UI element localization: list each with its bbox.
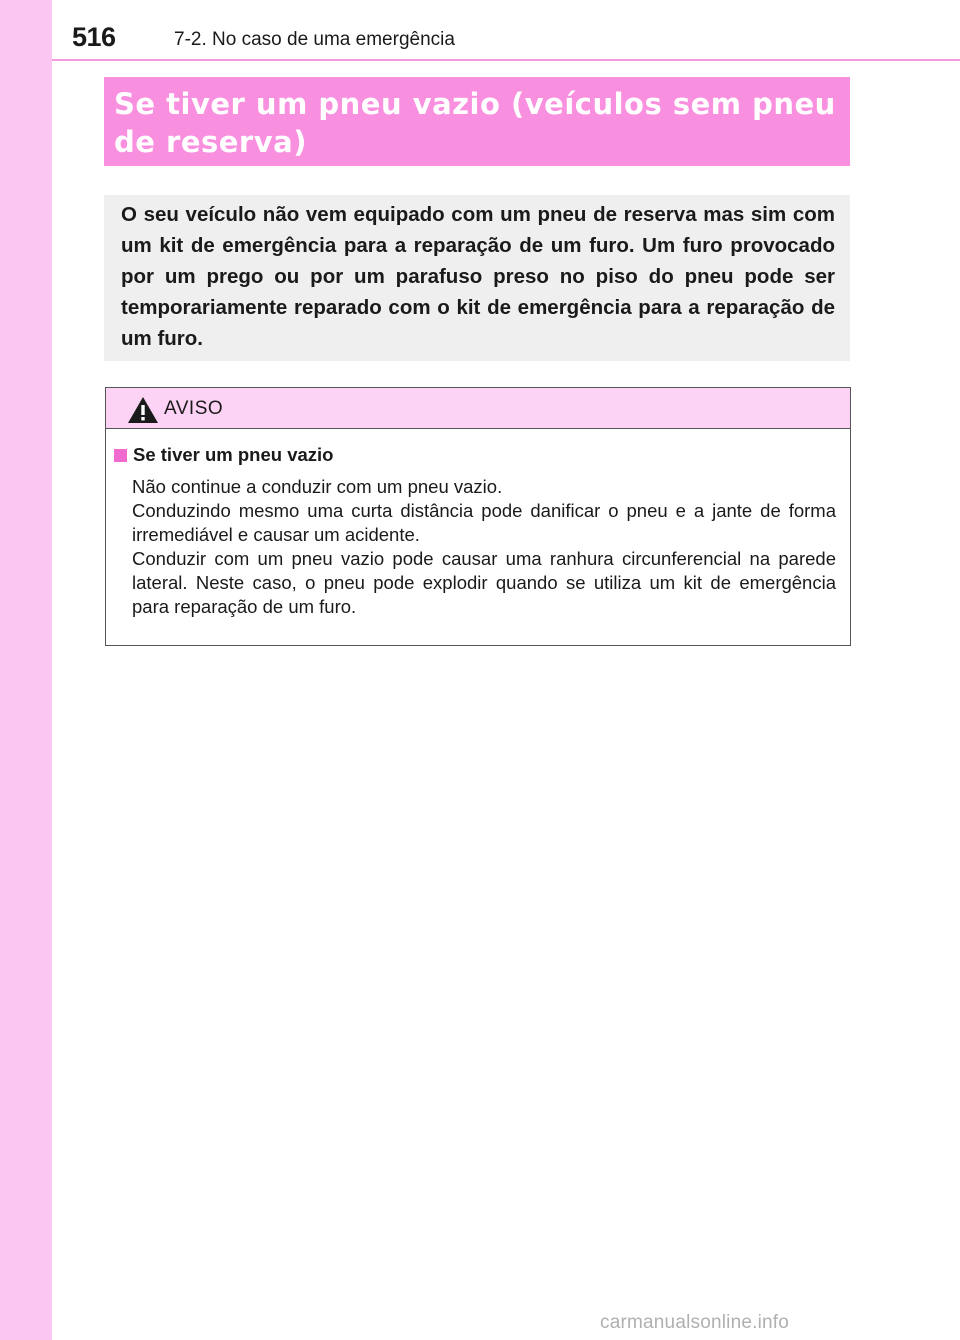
- header-divider: [52, 59, 960, 61]
- warning-body: [106, 429, 850, 619]
- warning-paragraph: Não continue a conduzir com um pneu vazio.: [132, 476, 503, 497]
- warning-paragraph: Conduzir com um pneu vazio pode causar uma ranhura circunferencial na parede lateral. Neste caso, o pneu pode explodir quando se utiliza um kit de emergência para reparação de um furo.: [132, 548, 836, 617]
- warning-subheading-text: Se tiver um pneu vazio: [133, 444, 334, 465]
- section-heading: Se tiver um pneu vazio (veículos sem pneu de reserva): [104, 77, 850, 166]
- page-number: 516: [72, 22, 116, 52]
- intro-box: [104, 195, 850, 361]
- watermark: carmanualsonline.info: [600, 1312, 790, 1333]
- warning-header: [106, 388, 850, 429]
- warning-subheading: [114, 443, 836, 467]
- warning-box: [105, 387, 851, 646]
- warning-paragraph: Conduzindo mesmo uma curta distância pode danificar o pneu e a jante de forma irremediável e causar um acidente.: [132, 500, 836, 545]
- warning-text: [114, 475, 836, 619]
- intro-text: O seu veículo não vem equipado com um pneu de reserva mas sim com um kit de emergência para a reparação de um furo. Um furo provocado por um prego ou por um parafuso preso no piso do pneu pode ser temporariamente reparado com o kit de emergência para a reparação de um furo.: [121, 203, 835, 350]
- left-margin-strip: [0, 0, 52, 1340]
- warning-label: AVISO: [164, 398, 224, 419]
- warning-triangle-icon: [127, 396, 159, 424]
- square-bullet-icon: [114, 449, 127, 462]
- chapter-title: 7-2. No caso de uma emergência: [174, 29, 455, 50]
